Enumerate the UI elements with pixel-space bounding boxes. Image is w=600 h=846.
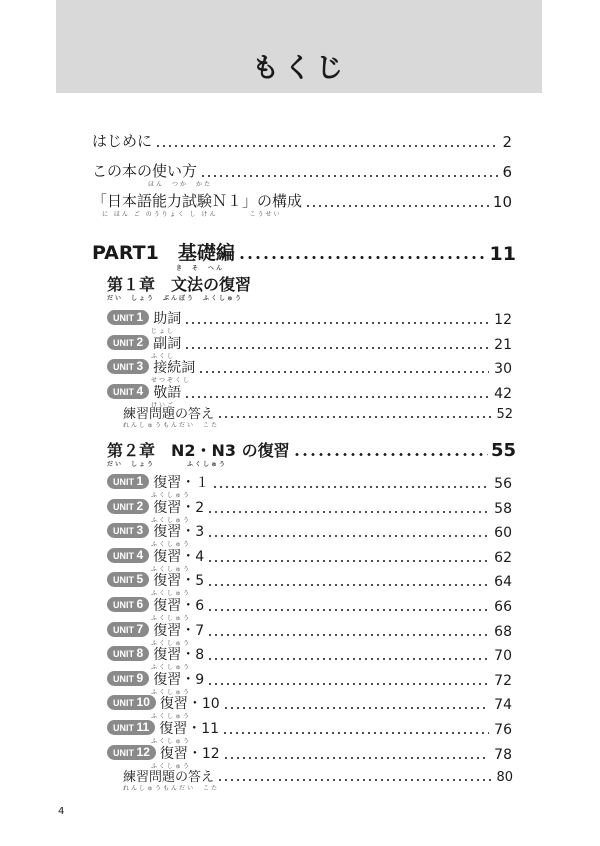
dot-leader — [223, 707, 489, 709]
toc-page-number: 10 — [492, 193, 512, 211]
dot-leader — [293, 453, 488, 456]
unit-badge-text: UNIT — [113, 575, 134, 586]
toc-unit-text: 敬語 — [153, 384, 182, 401]
unit-badge-number: 9 — [136, 670, 144, 685]
toc-unit-label — [107, 308, 182, 335]
toc-unit-label — [107, 644, 205, 672]
furigana: ほん つか かた — [148, 181, 213, 188]
unit-badge-text: UNIT — [113, 600, 134, 610]
toc-unit-label — [107, 521, 205, 549]
toc-page-number: 11 — [489, 243, 516, 265]
toc-unit-text: 復習・7 — [153, 622, 205, 639]
unit-badge-number: 11 — [136, 720, 150, 734]
dot-leader — [305, 205, 490, 207]
toc-page-number: 30 — [494, 361, 512, 377]
toc-unit-entry[interactable] — [107, 497, 512, 524]
furigana: ふくしゅう — [151, 492, 192, 499]
furigana: だい しょう ぶんぽう ふくしゅう — [107, 295, 244, 302]
toc-unit-text: 復習・10 — [159, 696, 220, 713]
toc-chapter-text: 第１章 文法の復習 — [107, 275, 252, 294]
unit-badge-text: UNIT — [113, 501, 134, 512]
toc-unit-text: 復習・12 — [159, 745, 220, 762]
toc-unit-text: 復習・9 — [153, 671, 205, 688]
toc-unit-entry[interactable] — [107, 693, 512, 721]
furigana: じょし — [151, 328, 176, 335]
furigana: ふくしゅう — [151, 762, 192, 770]
toc-page-number: 66 — [494, 599, 512, 615]
unit-badge — [107, 310, 149, 325]
toc-part-text: PART1 基礎編 — [92, 242, 235, 264]
furigana: き そ へん — [176, 265, 225, 272]
dot-leader — [207, 634, 489, 636]
toc-page-number: 12 — [494, 312, 512, 328]
toc-unit-label — [107, 718, 220, 745]
toc-page-number: 55 — [490, 440, 516, 461]
toc-entry-label — [123, 766, 220, 792]
toc-chapter-1[interactable] — [107, 272, 516, 302]
unit-badge-text: UNIT — [113, 649, 134, 660]
page-number: 4 — [58, 806, 65, 817]
toc-unit-entry[interactable] — [107, 718, 512, 745]
toc-entry-label — [123, 403, 220, 429]
toc-page-number: 2 — [502, 133, 512, 151]
toc-page-number: 52 — [496, 407, 513, 422]
furigana: だい しょう ふくしゅう — [107, 461, 228, 468]
unit-badge — [107, 474, 149, 489]
unit-badge-text: UNIT — [113, 723, 134, 733]
unit-badge — [107, 572, 149, 587]
unit-badge — [107, 597, 149, 612]
furigana: ふくしゅう — [151, 713, 192, 721]
unit-badge-number: 6 — [136, 597, 144, 611]
unit-badge-text: UNIT — [113, 477, 134, 487]
dot-leader — [238, 256, 487, 259]
toc-entry-text: 練習問題の答え — [123, 770, 215, 785]
toc-entry-how-to-use[interactable] — [92, 160, 512, 188]
toc-part-1[interactable] — [92, 238, 516, 272]
toc-page-number: 72 — [494, 672, 512, 689]
toc-unit-label — [107, 743, 220, 770]
page-title: もくじ — [252, 53, 348, 84]
toc-page-number: 64 — [494, 574, 512, 591]
unit-badge-text: UNIT — [113, 526, 134, 537]
toc-page-number: 80 — [496, 770, 513, 785]
toc-page-number: 68 — [494, 623, 512, 640]
toc-part-label — [92, 238, 235, 272]
unit-badge-text: UNIT — [113, 386, 134, 397]
toc-unit-entry[interactable] — [107, 570, 512, 598]
unit-badge-number: 1 — [136, 474, 144, 488]
unit-badge — [107, 622, 149, 637]
furigana: ふくしゅう — [151, 664, 192, 672]
toc-unit-text: 復習・5 — [153, 573, 205, 590]
toc-unit-entry[interactable] — [107, 743, 512, 770]
furigana: ふくしゅう — [151, 590, 192, 598]
dot-leader — [207, 658, 489, 660]
unit-badge — [107, 646, 149, 661]
dot-leader — [184, 396, 489, 398]
dot-leader — [207, 560, 489, 562]
dot-leader — [217, 416, 493, 418]
dot-leader — [155, 145, 499, 147]
furigana: ふくしゅう — [151, 639, 192, 647]
unit-badge-text: UNIT — [113, 550, 134, 561]
toc-unit-label — [107, 546, 205, 573]
unit-badge-text: UNIT — [113, 698, 134, 709]
toc-unit-entry[interactable] — [107, 620, 512, 647]
toc-unit-label — [107, 693, 220, 721]
dot-leader — [200, 175, 499, 177]
toc-entry-text: 練習問題の答え — [123, 407, 215, 422]
toc-page-number: 42 — [494, 385, 512, 402]
unit-badge-text: UNIT — [113, 747, 134, 758]
unit-badge — [107, 499, 149, 514]
unit-badge — [107, 384, 149, 399]
unit-badge-text: UNIT — [113, 337, 134, 348]
furigana: ふくしゅう — [151, 541, 192, 549]
unit-badge-text: UNIT — [113, 673, 134, 684]
unit-badge — [107, 745, 156, 760]
toc-unit-text: 助詞 — [153, 311, 182, 327]
toc-unit-entry[interactable] — [107, 595, 512, 622]
toc-page-number: 74 — [494, 697, 512, 714]
furigana: ふくしゅう — [151, 615, 192, 622]
toc-entry-text: 「日本語能力試験Ｎ１」の構成 — [92, 192, 303, 210]
unit-badge-number: 12 — [136, 744, 150, 759]
toc-unit-text: 復習・3 — [153, 524, 205, 541]
toc-chapter-text: 第２章 N2・N3 の復習 — [107, 441, 290, 460]
dot-leader — [207, 535, 489, 537]
toc-unit-text: 接続詞 — [153, 360, 196, 376]
furigana: に ほん ご のうりょく し けん こうせい — [102, 211, 282, 218]
toc-page-number: 60 — [494, 525, 512, 542]
unit-badge-text: UNIT — [113, 313, 134, 323]
unit-badge-number: 2 — [136, 498, 144, 513]
toc-unit-label — [107, 620, 205, 647]
dot-leader — [222, 732, 489, 734]
toc-unit-text: 復習・2 — [153, 499, 205, 516]
unit-badge — [107, 523, 149, 538]
unit-badge-number: 5 — [136, 572, 144, 587]
toc-unit-text: 復習・11 — [159, 721, 220, 737]
unit-badge — [107, 548, 149, 563]
unit-badge-number: 1 — [136, 310, 144, 324]
unit-badge-number: 7 — [136, 621, 144, 636]
unit-badge-number: 2 — [136, 334, 144, 349]
dot-leader — [184, 347, 489, 349]
furigana: ふくしゅう — [151, 516, 192, 524]
toc-page-number: 70 — [494, 648, 512, 665]
toc-unit-label — [107, 472, 210, 499]
toc-unit-text: 復習・8 — [153, 647, 205, 664]
toc-unit-label — [107, 595, 205, 622]
dot-leader — [207, 584, 489, 586]
toc-unit-text: 副詞 — [153, 335, 182, 352]
furigana: せつぞくし — [151, 377, 192, 384]
unit-badge-number: 8 — [136, 646, 144, 661]
toc-page-number: 21 — [494, 336, 512, 353]
toc-chapter-2[interactable] — [107, 438, 516, 468]
toc-unit-entry[interactable] — [107, 546, 512, 573]
toc-unit-entry[interactable] — [107, 669, 512, 696]
furigana: れんしゅうもんだい こた — [123, 785, 220, 792]
toc-chapter-label — [107, 272, 252, 302]
toc-chapter-label — [107, 438, 290, 468]
unit-badge-number: 4 — [136, 383, 144, 398]
dot-leader — [207, 683, 489, 685]
toc-page-number: 58 — [494, 500, 512, 517]
unit-badge — [107, 695, 156, 710]
toc-unit-label — [107, 570, 205, 598]
toc-entry-label — [92, 160, 213, 188]
unit-badge-number: 3 — [136, 523, 144, 538]
furigana: ふくしゅう — [151, 565, 192, 573]
toc-entry-exercise-answers-1[interactable] — [123, 403, 513, 429]
toc-entry-introduction[interactable] — [92, 130, 512, 151]
toc-unit-entry[interactable] — [107, 308, 512, 335]
unit-badge — [107, 359, 149, 374]
dot-leader — [198, 371, 489, 373]
dot-leader — [217, 779, 493, 781]
toc-page-number: 62 — [494, 549, 512, 566]
toc-entry-label: はじめに — [92, 132, 153, 150]
unit-badge — [107, 335, 149, 350]
furigana: れんしゅうもんだい こた — [123, 422, 220, 429]
dot-leader — [212, 486, 489, 488]
toc-unit-label — [107, 333, 182, 360]
toc-unit-entry[interactable] — [107, 472, 512, 499]
toc-entry-exercise-answers-2[interactable] — [123, 766, 513, 792]
toc-unit-text: 復習・１ — [153, 475, 210, 491]
toc-unit-label — [107, 497, 205, 524]
toc-unit-text: 復習・6 — [153, 598, 205, 614]
toc-unit-entry[interactable] — [107, 382, 512, 409]
toc-unit-label — [107, 382, 182, 409]
toc-page-number: 56 — [494, 476, 512, 492]
furigana: けいご — [151, 401, 176, 409]
dot-leader — [207, 511, 489, 513]
toc-entry-text: この本の使い方 — [92, 162, 198, 180]
unit-badge-number: 10 — [136, 695, 150, 710]
toc-unit-label — [107, 357, 196, 384]
toc-page-number: 6 — [502, 163, 512, 181]
unit-badge-number: 4 — [136, 547, 144, 562]
furigana: ふくしゅう — [151, 738, 192, 745]
toc-entry-exam-structure[interactable] — [92, 190, 512, 218]
furigana: ふくし — [151, 352, 176, 360]
toc-unit-entry[interactable] — [107, 521, 512, 549]
toc-unit-entry[interactable] — [107, 333, 512, 360]
unit-badge-text: UNIT — [113, 624, 134, 635]
dot-leader — [223, 757, 489, 759]
unit-badge-number: 3 — [136, 359, 144, 373]
furigana: ふくしゅう — [151, 688, 192, 696]
unit-badge — [107, 720, 155, 735]
unit-badge — [107, 671, 149, 686]
toc-entry-label — [92, 190, 303, 218]
dot-leader — [184, 322, 489, 324]
toc-unit-label — [107, 669, 205, 696]
toc-unit-entry[interactable] — [107, 357, 512, 384]
dot-leader — [207, 609, 489, 611]
unit-badge-text: UNIT — [113, 362, 134, 372]
toc-unit-text: 復習・4 — [153, 548, 205, 565]
toc-page-number: 78 — [494, 746, 512, 763]
toc-unit-entry[interactable] — [107, 644, 512, 672]
toc-page-number: 76 — [494, 722, 512, 738]
